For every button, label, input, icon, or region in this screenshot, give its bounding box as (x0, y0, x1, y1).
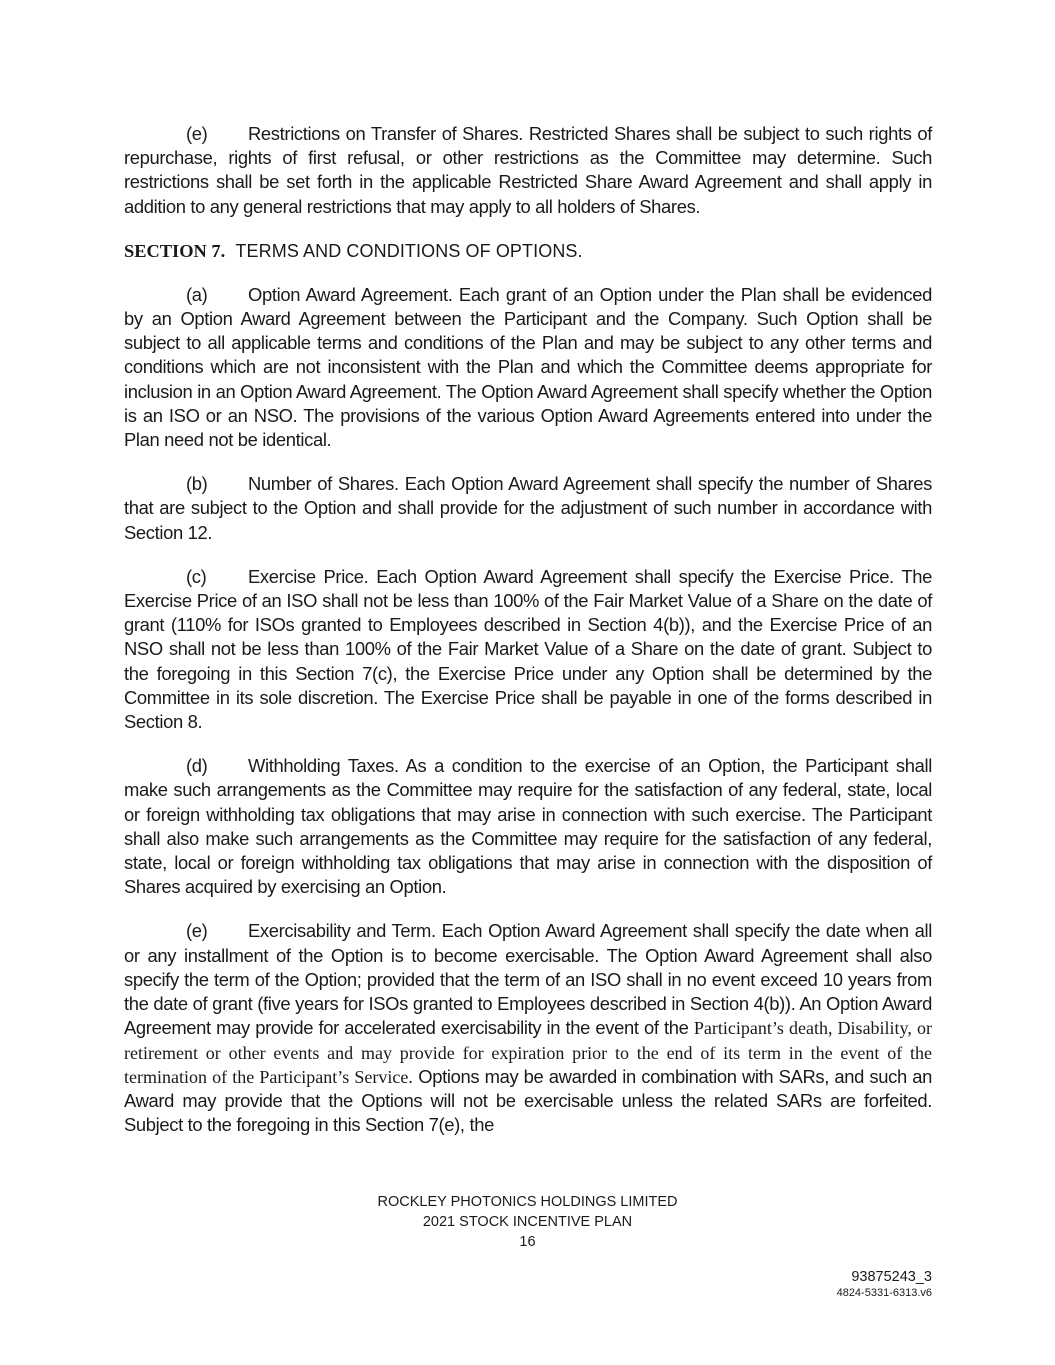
paragraph-text: Exercise Price. Each Option Award Agreement shall specify the Exercise Price. The Exercise Price of an ISO shall not be less than 100% of the Fair Market Value of a Share on the date of grant (110% for ISOs granted to Employees described in Section 4(b)), and the Exercise Price of an NSO shall not be less than 100% of the Fair Market Value of a Share on the date of grant. Subject to the foregoing in this Section 7(c), the Exercise Price under any Option shall be determined by the Committee in its sole discretion. The Exercise Price shall be payable in one of the forms described in Section 8. (124, 565, 932, 733)
paragraph-number-of-shares (124, 472, 932, 545)
document-identifiers (837, 1268, 932, 1300)
section-number: SECTION 7. (124, 240, 226, 261)
paragraph-number: (b) (186, 473, 208, 495)
paragraph-option-award-agreement (124, 283, 932, 452)
paragraph-restrictions-on-transfer (124, 122, 932, 219)
section-heading (124, 239, 932, 263)
paragraph-text-part2: Options may be awarded in combination with SARs, and such an Award may provide that the Options will not be exercisable unless the related SARs are forfeited. Subject to the foregoing in this Section 7(e), the (124, 1065, 932, 1136)
doc-id-secondary: 4824-5331-6313.v6 (836, 1287, 932, 1299)
paragraph-text: Restrictions on Transfer of Shares. Restricted Shares shall be subject to such rights of repurchase, rights of first refusal, or other restrictions as the Committee may determine. Such restrictions shall be set forth in the applicable Restricted Share Award Agreement and shall apply in addition to any general restrictions that may apply to all holders of Shares. (124, 123, 932, 217)
paragraph-exercise-price (124, 565, 932, 734)
paragraph-number: (a) (186, 283, 208, 305)
footer-company-name: ROCKLEY PHOTONICS HOLDINGS LIMITED (377, 1194, 678, 1210)
page-footer (0, 1192, 1055, 1252)
paragraph-text-part1: Exercisability and Term. Each Option Award Agreement shall specify the date when all or any installment of the Option is to become exercisable. The Option Award Agreement shall also specify the term of the Option; provided that the term of an ISO shall in no event exceed 10 years from the date of grant (five years for ISOs granted to Employees described in Section 4(b)). An Option Award Agreement may provide for accelerated exercisability in the event of the (124, 920, 932, 1039)
paragraph-number: (e) (186, 123, 208, 144)
paragraph-text: Option Award Agreement. Each grant of an Option under the Plan shall be evidenced by an Option Award Agreement between the Participant and the Company. Such Option shall be subject to all applicable terms and conditions of the Plan and may be subject to any other terms and conditions which are not inconsistent with the Plan and which the Committee deems appropriate for inclusion in an Option Award Agreement. The Option Award Agreement shall specify whether the Option is an ISO or an NSO. The provisions of the various Option Award Agreements entered into under the Plan need not be identical. (124, 283, 932, 451)
paragraph-withholding-taxes (124, 754, 932, 899)
doc-id-primary: 93875243_3 (851, 1269, 932, 1285)
footer-plan-name: 2021 STOCK INCENTIVE PLAN (422, 1214, 633, 1230)
paragraph-number: (d) (186, 755, 208, 777)
paragraph-text: Withholding Taxes. As a condition to the exercise of an Option, the Participant shall make such arrangements as the Committee may require for the satisfaction of any federal, state, local or foreign withholding tax obligations that may arise in connection with such exercise. The Participant shall also make such arrangements as the Committee may require for the satisfaction of any federal, state, local or foreign withholding tax obligations that may arise in connection with the disposition of Shares acquired by exercising an Option. (124, 755, 932, 898)
document-page (124, 122, 932, 1157)
paragraph-text: Number of Shares. Each Option Award Agreement shall specify the number of Shares that are subject to the Option and shall provide for the adjustment of such number in accordance with Section 12. (124, 473, 932, 543)
paragraph-number: (c) (186, 565, 207, 587)
paragraph-number: (e) (186, 920, 208, 942)
footer-page-number: 16 (519, 1234, 536, 1250)
paragraph-text-serif-run: Participant’s death, Disability, or retirement or other events and may provide for expiration prior to the end of its term in the event of the termination of the Participant’s Service. (124, 1018, 932, 1087)
section-title: TERMS AND CONDITIONS OF OPTIONS. (235, 240, 583, 261)
paragraph-exercisability-and-term (124, 919, 932, 1137)
